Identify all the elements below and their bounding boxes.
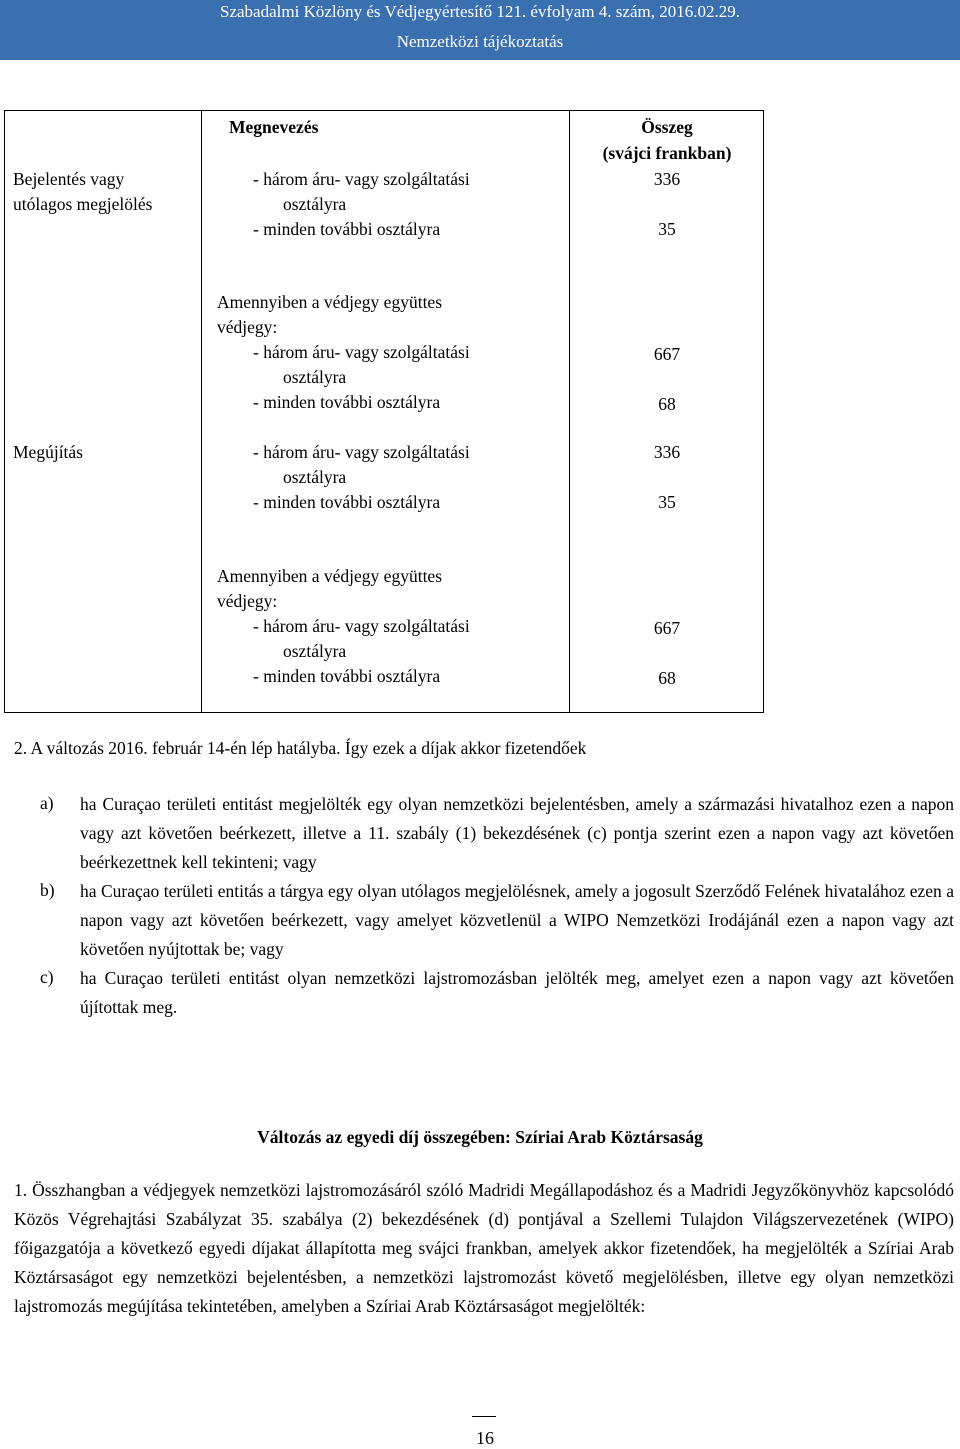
fee-item: - minden további osztályra: [253, 219, 441, 239]
column-header-amount: Összeg: [641, 117, 693, 137]
list-item: ha Curaçao területi entitás a tárgya egy olyan utólagos megjelölésnek, amely a jogosult Szerződő Felének hivatalához ezen a napon vagy azt követően beérkezett, vagy amelyet közvetlenül a WIPO Nemzetközi Irodájánál ezen a napon vagy azt követően nyújtottak be; vagy: [80, 881, 954, 959]
page-number: 16: [476, 1428, 494, 1448]
footer-rule: [472, 1416, 496, 1417]
section-title: Változás az egyedi díj összegében: Szíriai Arab Köztársaság: [257, 1127, 703, 1147]
fee-item: - három áru- vagy szolgáltatási: [253, 169, 470, 189]
fee-item: - minden további osztályra: [253, 492, 441, 512]
table-divider: [201, 111, 202, 712]
list-marker: c): [40, 967, 54, 987]
row-label: Bejelentés vagy: [13, 169, 125, 189]
fee-table: [4, 110, 764, 713]
collective-mark-intro: Amennyiben a védjegy együttes: [217, 292, 443, 312]
fee-item: - három áru- vagy szolgáltatási: [253, 616, 470, 636]
column-header-name: Megnevezés: [229, 117, 319, 137]
fee-item: osztályra: [283, 641, 347, 661]
fee-item: - három áru- vagy szolgáltatási: [253, 342, 470, 362]
fee-amount: 68: [658, 668, 676, 688]
collective-mark-intro: védjegy:: [217, 591, 278, 611]
list-marker: a): [40, 793, 54, 813]
effective-date-intro: 2. A változás 2016. február 14-én lép hatályba. Így ezek a díjak akkor fizetendőek: [14, 738, 587, 758]
page-header: [0, 0, 960, 60]
list-item: ha Curaçao területi entitást olyan nemzetközi lajstromozásban jelölték meg, amelyet ezen a napon vagy azt követően újítottak meg.: [80, 968, 954, 1017]
section-name: Nemzetközi tájékoztatás: [396, 32, 564, 51]
body-paragraph: 1. Összhangban a védjegyek nemzetközi lajstromozásáról szóló Madridi Megállapodáshoz és a Madridi Jegyzőkönyvhöz kapcsolódó Közös Végrehajtási Szabályzat 35. szabálya (2) bekezdésének (d) pontjával a Szellemi Tulajdon Világszervezetének (WIPO) főigazgatója a következő egyedi díjakat állapította meg svájci frankban, amelyek akkor fizetendőek, ha megjelölték a Szíriai Arab Köztársaságot egy nemzetközi bejelentésben, a nemzetközi lajstromozást követő megjelölésben, illetve egy olyan nemzetközi lajstromozás megújítása tekintetében, amelyben a Szíriai Arab Köztársaságot megjelölték:: [14, 1180, 954, 1316]
fee-amount: 336: [653, 442, 681, 462]
list-marker: b): [40, 880, 55, 900]
collective-mark-intro: védjegy:: [217, 317, 278, 337]
row-label: utólagos megjelölés: [13, 194, 153, 214]
column-header-amount-unit: (svájci frankban): [602, 143, 732, 163]
fee-item: - minden további osztályra: [253, 666, 441, 686]
fee-amount: 336: [653, 169, 681, 189]
row-label: Megújítás: [13, 442, 83, 462]
fee-item: osztályra: [283, 467, 347, 487]
fee-amount: 35: [658, 492, 676, 512]
fee-item: osztályra: [283, 367, 347, 387]
journal-title: Szabadalmi Közlöny és Védjegyértesítő 121. évfolyam 4. szám, 2016.02.29.: [220, 2, 740, 21]
fee-amount: 667: [653, 618, 681, 638]
list-item: ha Curaçao területi entitást megjelölték egy olyan nemzetközi bejelentésben, amely a származási hivatalhoz ezen a napon vagy azt követően beérkezett, illetve a 11. szabály (1) bekezdésének (c) pontja szerint ezen a napon vagy azt követően beérkezettnek kell tekinteni; vagy: [80, 794, 954, 872]
fee-item: osztályra: [283, 194, 347, 214]
collective-mark-intro: Amennyiben a védjegy együttes: [217, 566, 443, 586]
fee-amount: 35: [658, 219, 676, 239]
fee-amount: 667: [653, 344, 681, 364]
fee-amount: 68: [658, 394, 676, 414]
fee-item: - három áru- vagy szolgáltatási: [253, 442, 470, 462]
fee-item: - minden további osztályra: [253, 392, 441, 412]
